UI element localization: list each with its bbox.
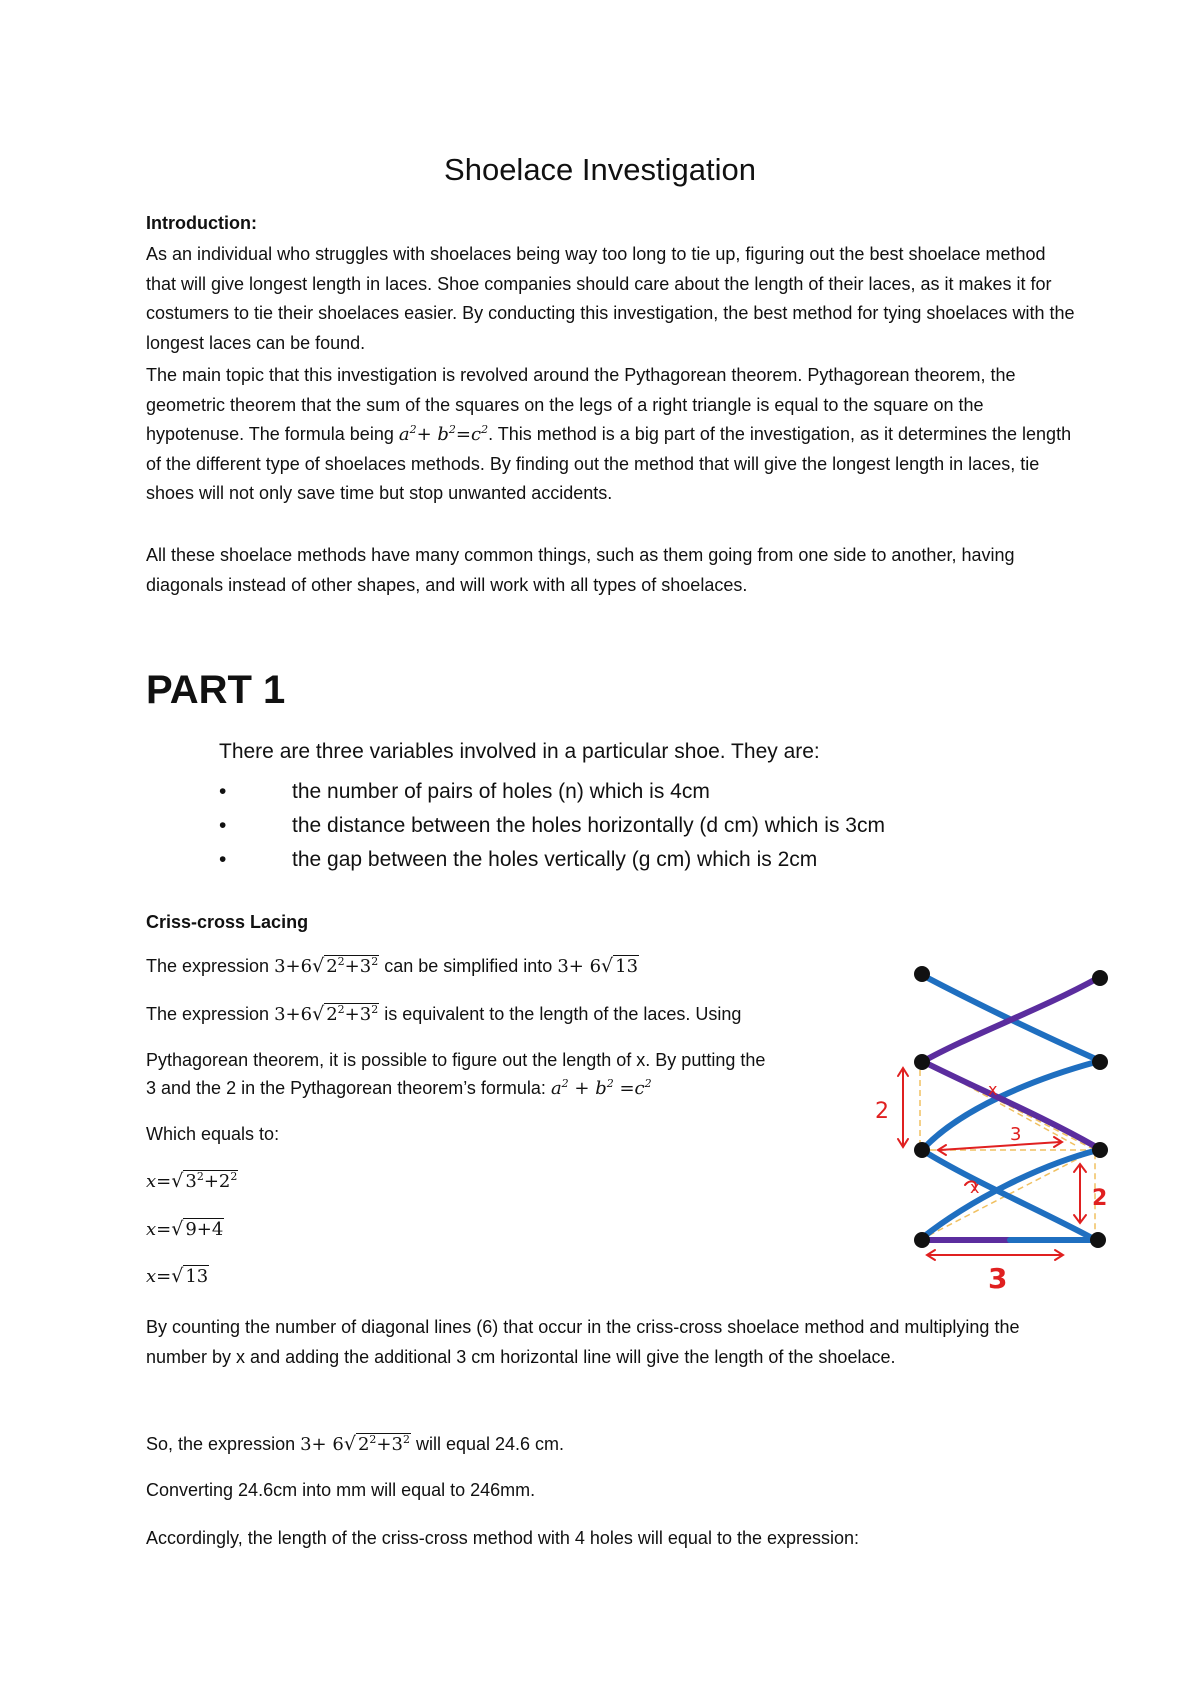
equation-step-3: x=√ 13 bbox=[146, 1265, 209, 1287]
bullet-icon: • bbox=[219, 780, 227, 803]
bullet-icon: • bbox=[219, 814, 227, 837]
label-vertical-2-left: 2 bbox=[875, 1099, 889, 1124]
hole-left-4 bbox=[914, 1232, 930, 1248]
expression-line-2: The expression 3+6√ $2^2+3^2$ is equivalent to the length of the laces. Using bbox=[146, 1003, 742, 1025]
intro-paragraph-3-text: All these shoelace methods have many common things, such as them going from one side to another, having diagonals instead of other shapes, and will work with all types of shoelaces. bbox=[146, 545, 1015, 595]
hole-right-2 bbox=[1092, 1054, 1108, 1070]
label-vertical-2-right: 2 bbox=[1092, 1186, 1108, 1211]
criss-cross-heading: Criss-cross Lacing bbox=[146, 912, 309, 932]
expression-formula: 3+6√ $2^2+3^2$ bbox=[274, 955, 379, 977]
equation-step-2: x=√ 9+4 bbox=[146, 1218, 224, 1240]
hole-left-1 bbox=[914, 966, 930, 982]
label-x-upper: x bbox=[988, 1080, 998, 1099]
list-item: • the distance between the holes horizontally (d cm) which is 3cm bbox=[219, 809, 885, 843]
pythagorean-formula: $a^2 + b^2 =c^2$ bbox=[550, 1077, 652, 1099]
document-title: Shoelace Investigation bbox=[444, 152, 756, 187]
conclusion-line-2: So, the expression 3+ 6√ $2^2+3^2$ will equal 24.6 cm. bbox=[146, 1433, 565, 1455]
variables-intro: There are three variables involved in a particular shoe. They are: bbox=[219, 740, 820, 763]
hole-right-3 bbox=[1092, 1142, 1108, 1158]
list-item: • the gap between the holes vertically (g cm) which is 2cm bbox=[219, 843, 885, 877]
equation-step-1: x=√ $3^2+2^2$ bbox=[146, 1170, 238, 1192]
conclusion-line-4: Accordingly, the length of the criss-cross method with 4 holes will equal to the expression: bbox=[146, 1528, 860, 1548]
criss-cross-lacing-diagram bbox=[870, 950, 1120, 1300]
intro-paragraph-1-text: As an individual who struggles with shoelaces being way too long to tie up, figuring out the best shoelace method that will give longest length in laces. Shoe companies should care about the length of their laces, as it makes it for costumers to tie their shoelaces easier. By conducting this investigation, the best method for tying shoelaces with the longest laces can be found. bbox=[146, 244, 1075, 353]
hole-left-3 bbox=[914, 1142, 930, 1158]
intro-paragraph-1 bbox=[146, 240, 1076, 358]
expression-formula: 3+ 6√ $2^2+3^2$ bbox=[300, 1433, 410, 1455]
conclusion-paragraph-1: By counting the number of diagonal lines (6) that occur in the criss-cross shoelace method and multiplying the number by x and adding the additional 3 cm horizontal line will give the length of the shoelace. bbox=[146, 1317, 1020, 1367]
label-horizontal-3-bottom: 3 bbox=[988, 1262, 1008, 1295]
expression-line-1: The expression 3+6√ $2^2+3^2$ can be simplified into 3+ 6√ 13 bbox=[146, 955, 639, 977]
blue-lace bbox=[922, 975, 1098, 1240]
simplified-formula: 3+ 6√ 13 bbox=[557, 955, 639, 977]
introduction-heading: Introduction: bbox=[146, 213, 257, 233]
conclusion-line-3: Converting 24.6cm into mm will equal to 246mm. bbox=[146, 1480, 536, 1500]
part-1-heading: PART 1 bbox=[146, 668, 286, 712]
variables-list bbox=[219, 775, 885, 877]
hole-left-2 bbox=[914, 1054, 930, 1070]
expression-formula: 3+6√ $2^2+3^2$ bbox=[274, 1003, 379, 1025]
expression-line-5: Which equals to: bbox=[146, 1124, 280, 1144]
hole-right-1 bbox=[1092, 970, 1108, 986]
pythagorean-formula-inline: $a^2+ b^2=c^2$ bbox=[398, 423, 489, 445]
hole-right-4 bbox=[1090, 1232, 1106, 1248]
intro-paragraph-2-text-a: The main topic that this investigation is revolved around the Pythagorean theorem. Pythagorean theorem, the geometric theorem that the sum of the squares on the legs of a right triangle is equal to the square on the hypotenuse. The formula being bbox=[146, 365, 1016, 444]
expression-line-3: Pythagorean theorem, it is possible to figure out the length of x. By putting the bbox=[146, 1050, 766, 1070]
label-x-lower: x bbox=[970, 1178, 980, 1197]
label-horizontal-3-mid: 3 bbox=[1010, 1124, 1022, 1145]
intro-paragraph-3 bbox=[146, 541, 1076, 600]
expression-line-4: 3 and the 2 in the Pythagorean theorem’s formula: $a^2 + b^2 =c^2$ bbox=[146, 1077, 652, 1099]
bullet-icon: • bbox=[219, 848, 227, 871]
list-item: • the number of pairs of holes (n) which is 4cm bbox=[219, 775, 885, 809]
intro-paragraph-2-text-b: . This method is a big part of the investigation, as it determines the length of the different type of shoelaces methods. By finding out the method that will give the longest length in laces, tie shoes will not only save time but stop unwanted accidents. bbox=[146, 424, 1072, 503]
intro-paragraph-2 bbox=[146, 361, 1076, 509]
